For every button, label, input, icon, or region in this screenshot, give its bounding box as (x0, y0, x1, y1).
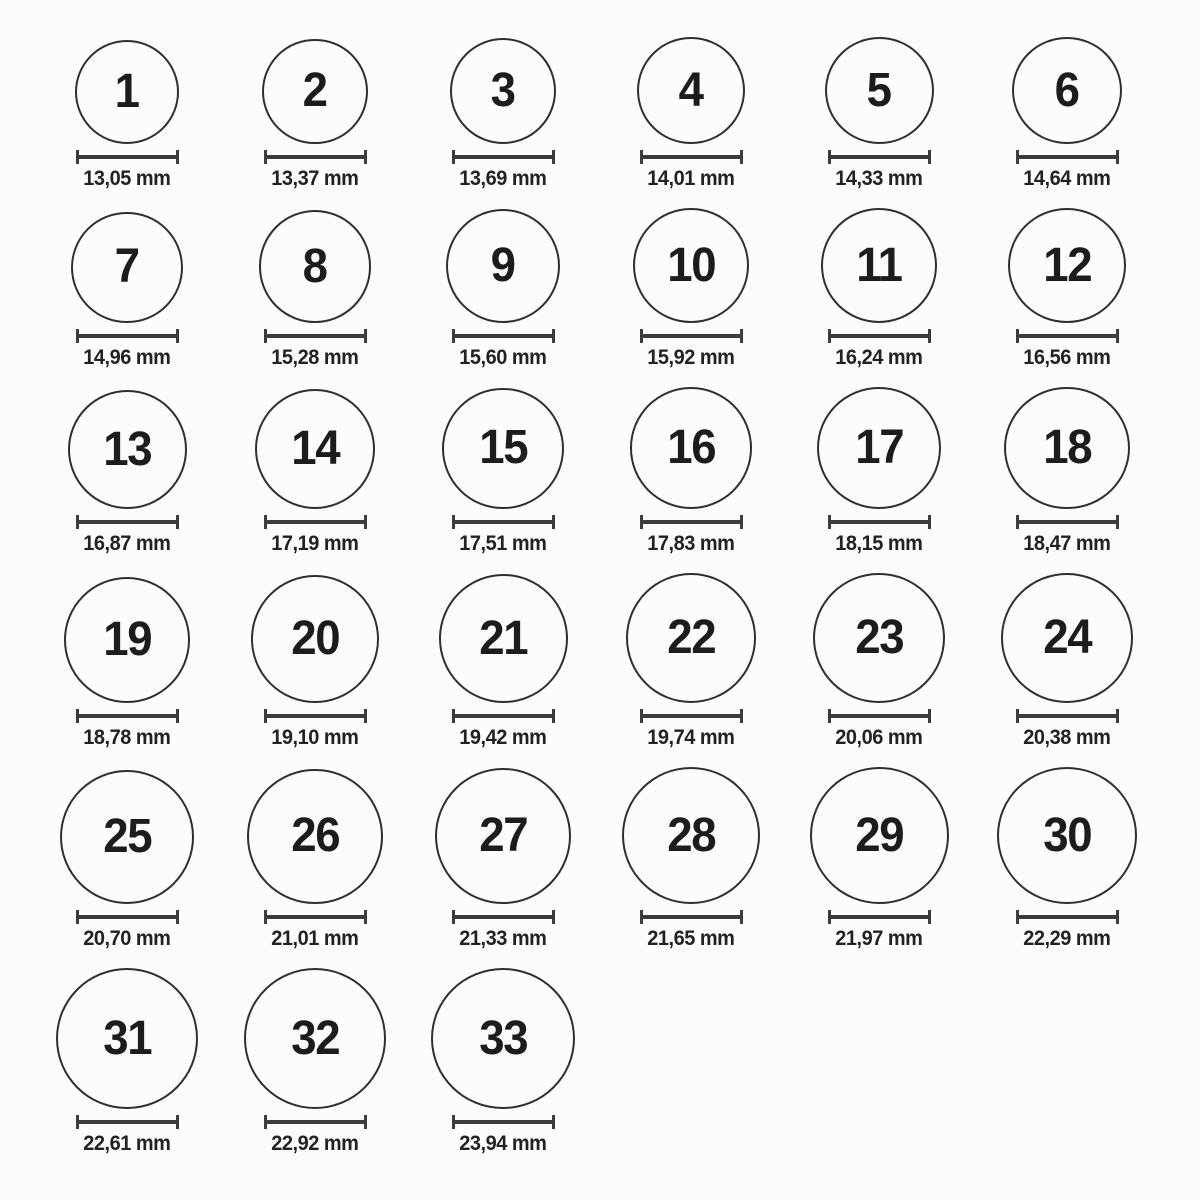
ring-size-number: 10 (667, 238, 715, 292)
ring-size-number: 13 (103, 422, 151, 476)
diameter-measure-line (828, 910, 931, 924)
ring-size-item (597, 767, 785, 951)
ring-circle (431, 968, 575, 1109)
diameter-label: 17,51 mm (459, 532, 547, 555)
ring-size-item (409, 767, 597, 951)
diameter-label: 21,65 mm (647, 927, 735, 950)
diameter-label: 13,37 mm (271, 167, 359, 190)
diameter-measure-line (640, 150, 743, 164)
diameter-measure-line (76, 1115, 179, 1129)
ring-size-number: 27 (479, 808, 527, 862)
diameter-measure-line (76, 910, 179, 924)
ring-size-item (973, 767, 1161, 951)
ring-circle (435, 768, 572, 905)
ring-size-item (973, 208, 1161, 370)
diameter-label: 18,78 mm (83, 726, 171, 749)
diameter-label: 20,38 mm (1023, 726, 1111, 749)
diameter-label: 15,60 mm (459, 346, 547, 369)
diameter-measure-line (264, 329, 367, 343)
ring-circle (825, 37, 934, 144)
ring-size-number: 5 (867, 63, 891, 117)
diameter-label: 23,94 mm (459, 1132, 547, 1155)
diameter-label: 16,56 mm (1023, 346, 1111, 369)
ring-size-item (597, 208, 785, 370)
diameter-label: 13,05 mm (83, 167, 171, 190)
diameter-label: 20,70 mm (83, 927, 171, 950)
ring-size-number: 26 (291, 809, 339, 863)
ring-circle (68, 390, 187, 509)
diameter-label: 16,24 mm (835, 346, 923, 369)
ring-circle (633, 208, 748, 323)
ring-circle (630, 387, 753, 509)
ring-circle (1012, 37, 1122, 144)
ring-size-number: 31 (103, 1011, 151, 1065)
ring-size-number: 1 (115, 65, 139, 118)
ring-circle (71, 212, 183, 324)
ring-size-item (221, 208, 409, 370)
ring-size-number: 4 (679, 63, 703, 117)
diameter-label: 21,01 mm (271, 927, 359, 950)
ring-size-item (221, 387, 409, 556)
ring-size-item (221, 573, 409, 750)
ring-circle (637, 37, 745, 144)
ring-size-number: 33 (479, 1011, 527, 1065)
diameter-label: 21,97 mm (835, 927, 923, 950)
diameter-measure-line (640, 709, 743, 723)
ring-circle (442, 388, 564, 510)
ring-size-item (597, 387, 785, 556)
ring-size-item (409, 968, 597, 1156)
ring-size-number: 25 (103, 810, 151, 863)
diameter-measure-line (828, 709, 931, 723)
ring-size-number: 14 (291, 421, 339, 475)
ring-size-number: 16 (667, 421, 715, 475)
diameter-label: 18,15 mm (835, 532, 923, 555)
ring-circle (64, 577, 191, 704)
diameter-measure-line (828, 329, 931, 343)
ring-circle (817, 387, 941, 509)
ring-size-item (597, 37, 785, 191)
ring-size-item (973, 37, 1161, 191)
ring-size-item (221, 968, 409, 1156)
diameter-measure-line (452, 910, 555, 924)
ring-circle (810, 767, 949, 904)
diameter-measure-line (76, 150, 179, 164)
diameter-measure-line (452, 709, 555, 723)
diameter-measure-line (1016, 709, 1119, 723)
diameter-measure-line (76, 709, 179, 723)
ring-row (33, 573, 1200, 750)
diameter-label: 19,74 mm (647, 726, 735, 749)
ring-circle (813, 573, 945, 703)
ring-size-item (221, 37, 409, 191)
ring-row (33, 387, 1200, 556)
ring-size-item (409, 573, 597, 750)
ring-size-item (33, 573, 221, 750)
diameter-measure-line (264, 150, 367, 164)
diameter-measure-line (1016, 150, 1119, 164)
ring-size-number: 9 (491, 239, 515, 292)
diameter-measure-line (640, 910, 743, 924)
diameter-label: 22,61 mm (83, 1132, 171, 1155)
ring-size-item (597, 573, 785, 750)
ring-size-item (409, 387, 597, 556)
ring-size-number: 12 (1043, 238, 1091, 292)
ring-circle (446, 209, 560, 323)
ring-circle (255, 389, 375, 509)
ring-row (33, 767, 1200, 951)
diameter-measure-line (1016, 329, 1119, 343)
ring-size-item (973, 573, 1161, 750)
ring-size-item (785, 573, 973, 750)
ring-size-item (33, 37, 221, 191)
ring-size-number: 2 (303, 64, 327, 118)
diameter-label: 19,42 mm (459, 726, 547, 749)
ring-size-item (785, 208, 973, 370)
ring-size-number: 17 (855, 421, 903, 475)
diameter-measure-line (452, 150, 555, 164)
diameter-measure-line (264, 1115, 367, 1129)
ring-circle (439, 574, 568, 703)
ring-circle (262, 39, 367, 144)
ring-circle (247, 769, 382, 904)
diameter-label: 22,29 mm (1023, 927, 1111, 950)
ring-size-item (33, 387, 221, 556)
diameter-label: 15,28 mm (271, 346, 359, 369)
diameter-measure-line (264, 515, 367, 529)
ring-circle (622, 767, 760, 904)
ring-circle (450, 38, 557, 145)
diameter-label: 22,92 mm (271, 1132, 359, 1155)
diameter-label: 14,33 mm (835, 167, 923, 190)
ring-size-item (973, 387, 1161, 556)
ring-size-number: 24 (1043, 611, 1091, 665)
ring-circle (60, 770, 194, 904)
ring-size-item (33, 968, 221, 1156)
diameter-measure-line (452, 515, 555, 529)
ring-circle (251, 575, 379, 703)
ring-size-number: 23 (855, 611, 903, 665)
diameter-label: 20,06 mm (835, 726, 923, 749)
diameter-label: 14,64 mm (1023, 167, 1111, 190)
diameter-measure-line (828, 150, 931, 164)
ring-size-number: 18 (1043, 421, 1091, 475)
diameter-measure-line (452, 1115, 555, 1129)
ring-circle (997, 767, 1137, 904)
ring-size-number: 15 (479, 421, 527, 475)
ring-size-number: 32 (291, 1011, 339, 1065)
diameter-label: 14,01 mm (647, 167, 735, 190)
diameter-measure-line (1016, 515, 1119, 529)
ring-size-number: 3 (491, 63, 515, 117)
diameter-measure-line (452, 329, 555, 343)
diameter-label: 15,92 mm (647, 346, 735, 369)
ring-size-item (409, 208, 597, 370)
ring-size-item (33, 767, 221, 951)
ring-size-number: 21 (479, 611, 527, 665)
ring-size-number: 20 (291, 612, 339, 666)
ring-circle (626, 573, 756, 703)
diameter-label: 19,10 mm (271, 726, 359, 749)
ring-size-number: 6 (1055, 63, 1079, 117)
diameter-label: 13,69 mm (459, 167, 547, 190)
ring-circle (56, 968, 198, 1109)
ring-size-number: 8 (303, 239, 327, 293)
diameter-measure-line (264, 709, 367, 723)
diameter-measure-line (828, 515, 931, 529)
diameter-label: 17,83 mm (647, 532, 735, 555)
ring-size-number: 7 (115, 240, 139, 294)
diameter-measure-line (76, 515, 179, 529)
ring-size-item (221, 767, 409, 951)
ring-size-number: 22 (667, 611, 715, 665)
ring-size-number: 28 (667, 808, 715, 862)
ring-size-number: 11 (856, 238, 902, 292)
ring-circle (259, 210, 372, 323)
diameter-measure-line (640, 515, 743, 529)
ring-circle (821, 208, 938, 323)
ring-size-item (409, 37, 597, 191)
diameter-label: 14,96 mm (83, 346, 171, 369)
ring-circle (1008, 208, 1126, 323)
ring-size-number: 30 (1043, 808, 1091, 862)
diameter-label: 16,87 mm (83, 532, 171, 555)
ring-size-number: 29 (855, 808, 903, 862)
ring-size-item (33, 208, 221, 370)
diameter-label: 21,33 mm (459, 927, 547, 950)
ring-circle (75, 40, 179, 144)
ring-row (33, 208, 1200, 370)
ring-size-number: 19 (103, 612, 151, 666)
diameter-measure-line (1016, 910, 1119, 924)
diameter-measure-line (640, 329, 743, 343)
ring-row (33, 37, 1200, 191)
ring-circle (1001, 573, 1134, 703)
diameter-measure-line (264, 910, 367, 924)
diameter-label: 17,19 mm (271, 532, 359, 555)
ring-size-item (785, 387, 973, 556)
ring-circle (1004, 387, 1129, 509)
ring-row (33, 968, 1200, 1156)
ring-circle (244, 968, 387, 1109)
ring-size-item (785, 37, 973, 191)
ring-size-item (785, 767, 973, 951)
diameter-measure-line (76, 329, 179, 343)
diameter-label: 18,47 mm (1023, 532, 1111, 555)
